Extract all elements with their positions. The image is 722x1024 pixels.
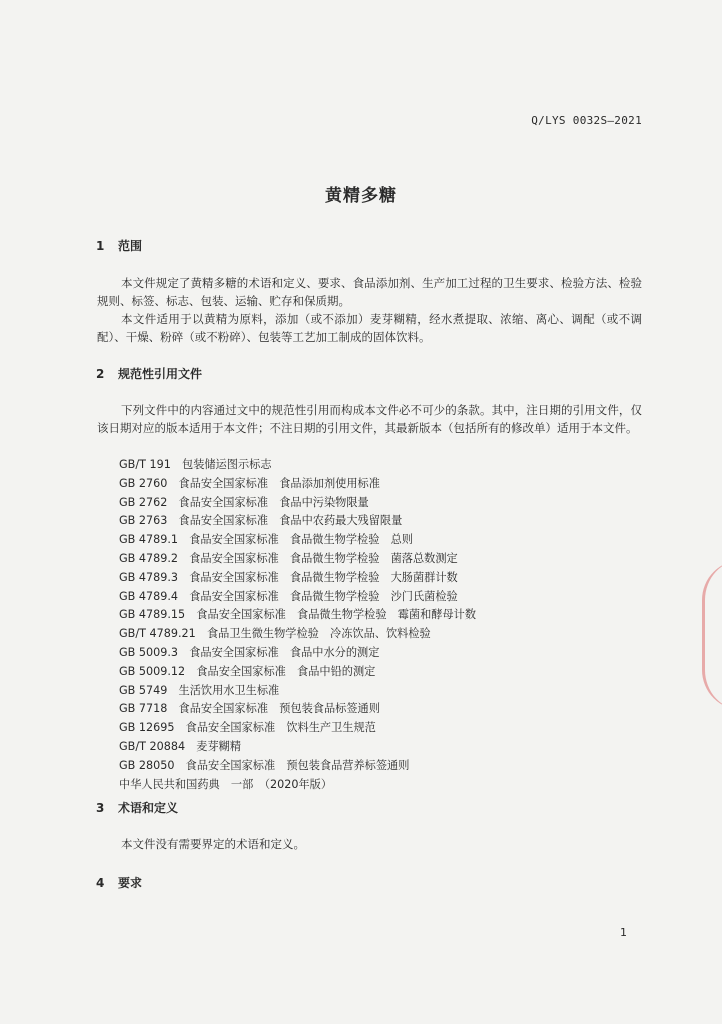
reference-item: GB/T 4789.21 食品卫生微生物学检验 冷冻饮品、饮料检验 [119, 627, 431, 641]
section-title: 术语和定义 [118, 801, 179, 815]
page-number: 1 [620, 926, 627, 939]
section-title: 规范性引用文件 [118, 367, 203, 381]
reference-item: GB 4789.4 食品安全国家标准 食品微生物学检验 沙门氏菌检验 [119, 589, 458, 603]
scope-paragraph-1: 本文件规定了黄精多糖的术语和定义、要求、食品添加剂、生产加工过程的卫生要求、检验方法、检验规则、标签、标志、包装、运输、贮存和保质期。 [97, 276, 642, 308]
seal-stamp-edge [702, 560, 722, 710]
terms-paragraph: 本文件没有需要界定的术语和定义。 [121, 837, 305, 851]
reference-item: GB 2760 食品安全国家标准 食品添加剂使用标准 [119, 476, 380, 490]
section-heading-requirements [96, 874, 142, 891]
refs-intro-paragraph: 下列文件中的内容通过文中的规范性引用而构成本文件必不可少的条款。其中，注日期的引用文件，仅该日期对应的版本适用于本文件；不注日期的引用文件，其最新版本（包括所有的修改单）适用于本文件。 [97, 403, 642, 435]
section-title: 范围 [118, 239, 143, 253]
reference-item: GB 4789.15 食品安全国家标准 食品微生物学检验 霉菌和酵母计数 [119, 608, 477, 622]
reference-item: GB/T 191 包装储运图示标志 [119, 458, 272, 471]
section-number: 3 [96, 801, 105, 815]
document-title: 黄精多糖 [325, 186, 397, 206]
reference-item: GB 5009.3 食品安全国家标准 食品中水分的测定 [119, 645, 380, 659]
document-id: Q/LYS 0032S—2021 [531, 114, 642, 127]
reference-item: GB 5009.12 食品安全国家标准 食品中铅的测定 [119, 664, 376, 678]
section-heading-scope [96, 237, 142, 254]
section-number: 2 [96, 367, 105, 381]
section-number: 1 [96, 239, 105, 253]
reference-item: GB 28050 食品安全国家标准 预包装食品营养标签通则 [119, 758, 410, 772]
reference-item: GB 7718 食品安全国家标准 预包装食品标签通则 [119, 702, 380, 716]
section-heading-terms [96, 799, 178, 816]
section-number: 4 [96, 876, 105, 890]
reference-item: GB 4789.1 食品安全国家标准 食品微生物学检验 总则 [119, 533, 413, 547]
section-title: 要求 [118, 876, 143, 890]
section-heading-refs [96, 365, 202, 382]
reference-item: GB 4789.2 食品安全国家标准 食品微生物学检验 菌落总数测定 [119, 551, 458, 565]
reference-item: GB 4789.3 食品安全国家标准 食品微生物学检验 大肠菌群计数 [119, 570, 458, 584]
reference-item: GB 2763 食品安全国家标准 食品中农药最大残留限量 [119, 514, 403, 528]
reference-item: GB 12695 食品安全国家标准 饮料生产卫生规范 [119, 721, 376, 735]
scope-paragraph-2: 本文件适用于以黄精为原料，添加（或不添加）麦芽糊精，经水煮提取、浓缩、离心、调配（或不调配）、干燥、粉碎（或不粉碎）、包装等工艺加工制成的固体饮料。 [97, 312, 642, 344]
reference-item: 中华人民共和国药典 一部 （2020年版） [119, 777, 333, 791]
reference-item: GB 5749 生活饮用水卫生标准 [119, 683, 280, 697]
reference-item: GB/T 20884 麦芽糊精 [119, 739, 242, 753]
reference-item: GB 2762 食品安全国家标准 食品中污染物限量 [119, 495, 369, 509]
reference-list [119, 456, 476, 794]
